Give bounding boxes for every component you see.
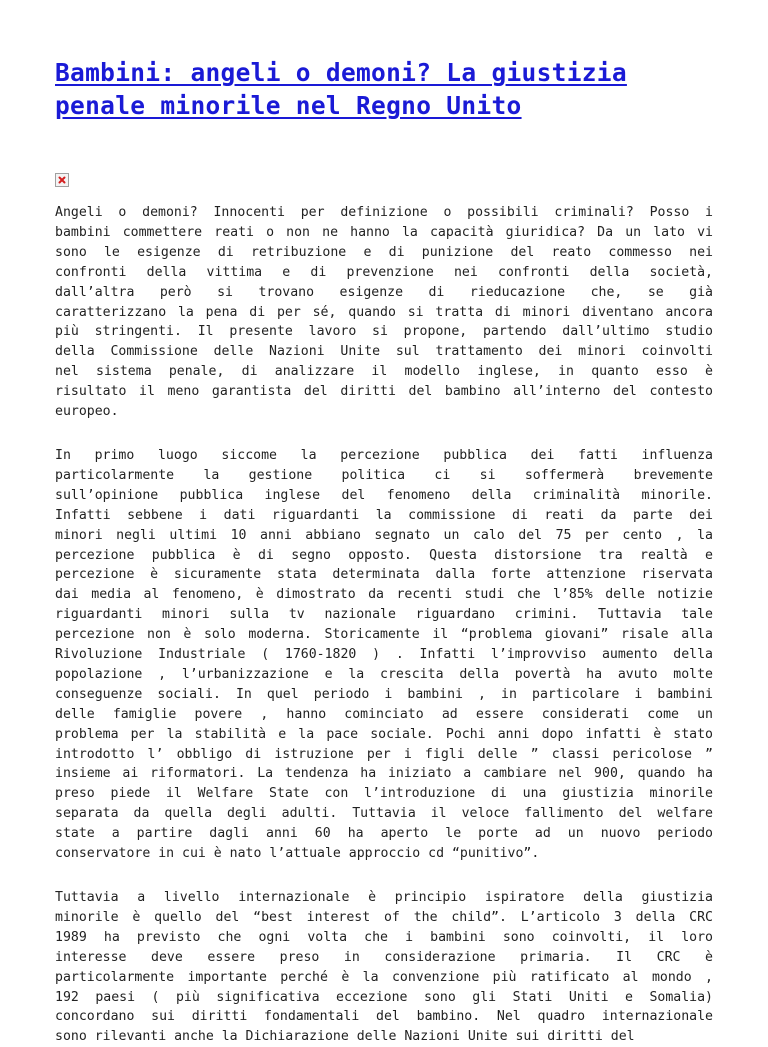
paragraph-line: particolarmente importante perché è la convenzione più ratificato al mondo , [55, 969, 713, 985]
paragraph-line: 192 paesi ( più significativa eccezione sono gli Stati Uniti e Somalia) [55, 989, 713, 1005]
paragraph-line: europeo. [55, 404, 119, 420]
paragraph [55, 888, 713, 1047]
title-line[interactable]: penale minorile nel Regno Unito [55, 91, 522, 120]
paragraph-line: Tuttavia a livello internazionale è principio ispiratore della giustizia [55, 890, 713, 905]
paragraph-line: minori negli ultimi 10 anni abbiano segnato un calo del 75 per cento , la [55, 527, 713, 543]
paragraph-line: problema per la stabilità e la pace sociale. Pochi anni dopo infatti è stato [55, 726, 713, 742]
paragraph-line: insieme ai riformatori. La tendenza ha iniziato a cambiare nel 900, quando ha [55, 766, 713, 782]
paragraph-line: della Commissione delle Nazioni Unite sul trattamento dei minori coinvolti [55, 344, 713, 360]
article-title-link[interactable] [55, 56, 713, 122]
paragraph-line: risultato il meno garantista del diritti del bambino all’interno del contesto [55, 384, 713, 400]
paragraph-line: minorile è quello del “best interest of the child”. L’articolo 3 della CRC [55, 909, 713, 925]
paragraph-line: particolarmente la gestione politica ci si soffermerà brevemente [55, 467, 713, 483]
paragraph [55, 203, 713, 422]
paragraph-line: conservatore in cui è nato l’attuale approccio cd “punitivo”. [55, 846, 540, 862]
paragraph-line: introdotto l’ obbligo di istruzione per i figli delle ” classi pericolose ” [55, 746, 713, 762]
title-line[interactable]: Bambini: angeli o demoni? La giustizia [55, 58, 627, 87]
paragraph-line: sono le esigenze di retribuzione e di punizione del reato commesso nei [55, 244, 713, 260]
paragraph-line: Rivoluzione Industriale ( 1760-1820 ) . Infatti l’improvviso aumento della [55, 647, 713, 663]
paragraph-line: dall’altra però si trovano esigenze di rieducazione che, se già [55, 284, 713, 300]
paragraph-line: Angeli o demoni? Innocenti per definizione o possibili criminali? Posso i [55, 205, 713, 220]
paragraph-line: percezione è sicuramente stata determinata dalla forte attenzione riservata [55, 567, 713, 583]
paragraph-line: interesse deve essere preso in considerazione primaria. Il CRC è [55, 949, 713, 965]
paragraph-line: riguardanti minori sulla tv nazionale riguardano crimini. Tuttavia tale [55, 607, 713, 623]
paragraph-line: In primo luogo siccome la percezione pubblica dei fatti influenza [55, 447, 713, 463]
paragraph-line: popolazione , l’urbanizzazione e la crescita della povertà ha avuto molte [55, 666, 713, 682]
paragraph-line: percezione non è solo moderna. Storicamente il “problema giovani” risale alla [55, 627, 713, 643]
paragraph-line: concordano sui diritti fondamentali del bambino. Nel quadro internazionale [55, 1009, 713, 1025]
broken-image-icon [55, 173, 69, 187]
article-body [55, 203, 713, 1047]
paragraph-line: percezione pubblica è di segno opposto. Questa distorsione tra realtà e [55, 547, 713, 563]
paragraph-line: separata da quella degli adulti. Tuttavia il veloce fallimento del welfare [55, 806, 713, 822]
paragraph-line: dai media al fenomeno, è dimostrato da recenti studi che l’85% delle notizie [55, 587, 713, 603]
paragraph-line: sono rilevanti anche la Dichiarazione delle Nazioni Unite sui diritti del [55, 1029, 635, 1045]
paragraph-line: preso piede il Welfare State con l’introduzione di una giustizia minorile [55, 786, 713, 802]
paragraph-line: delle famiglie povere , hanno cominciato ad essere considerati come un [55, 706, 713, 722]
paragraph-line: conseguenze sociali. In quel periodo i bambini , in particolare i bambini [55, 686, 713, 702]
paragraph-line: nel sistema penale, di analizzare il modello inglese, in quanto esso è [55, 364, 713, 380]
paragraph-line: più stringenti. Il presente lavoro si propone, partendo dall’ultimo studio [55, 324, 713, 340]
paragraph-line: sull’opinione pubblica inglese del fenomeno della criminalità minorile. [55, 487, 713, 503]
paragraph-line: state a partire dagli anni 60 ha aperto le porte ad un nuovo periodo [55, 826, 713, 842]
paragraph-line: bambini commettere reati o non ne hanno la capacità giuridica? Da un lato vi [55, 224, 713, 240]
paragraph-line: 1989 ha previsto che ogni volta che i bambini sono coinvolti, il loro [55, 929, 713, 945]
paragraph [55, 446, 713, 864]
article [55, 56, 713, 1045]
paragraph-line: Infatti sebbene i dati riguardanti la commissione di reati da parte dei [55, 507, 713, 523]
paragraph-line: confronti della vittima e di prevenzione nei confronti della società, [55, 264, 713, 280]
paragraph-line: caratterizzano la pena di per sé, quando si tratta di minori diventano ancora [55, 304, 713, 320]
